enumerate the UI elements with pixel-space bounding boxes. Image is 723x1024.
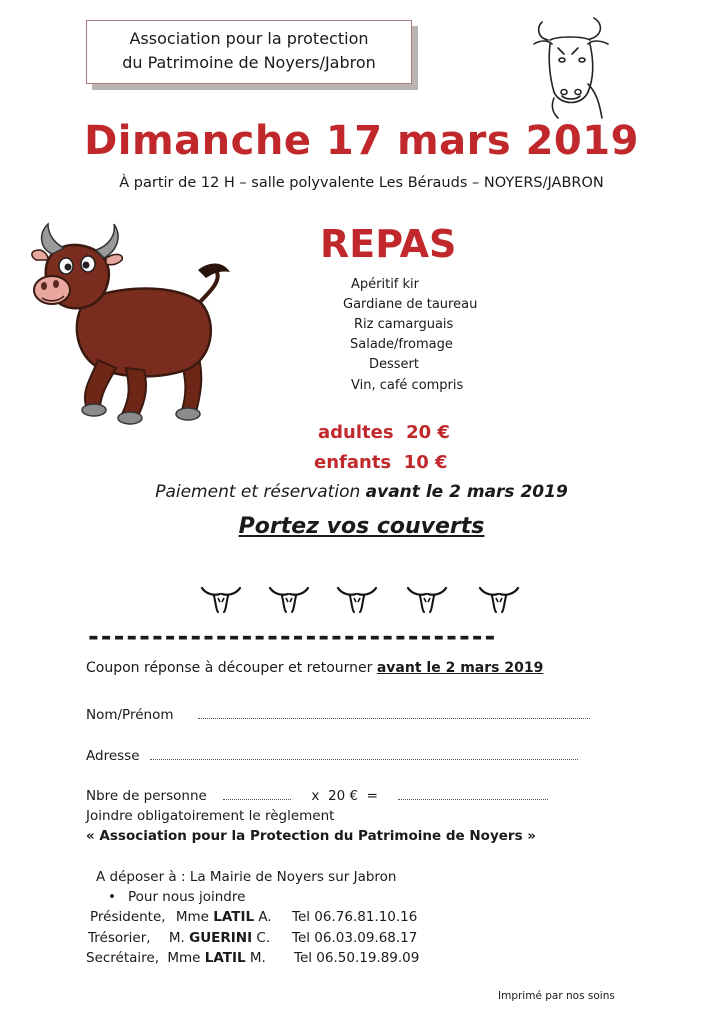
total-field[interactable] [398, 789, 548, 800]
meal-heading: REPAS [320, 222, 457, 266]
bull-horns-icon-row [196, 578, 536, 614]
address-label: Adresse [86, 748, 140, 764]
name-label: Nom/Prénom [86, 707, 174, 723]
payment-prefix: Paiement et réservation [155, 482, 366, 502]
menu-item-aperitif: Apéritif kir [351, 277, 420, 292]
payment-requirement: Joindre obligatoirement le règlement [86, 808, 335, 824]
event-date-title: Dimanche 17 mars 2019 [84, 118, 639, 164]
join-bullet [108, 889, 245, 905]
coupon-deadline: avant le 2 mars 2019 [376, 660, 544, 676]
contact-name: GUERINI [189, 930, 253, 946]
cut-line-separator: -------------------------------- [88, 622, 498, 652]
contact-phone: Tel 06.76.81.10.16 [292, 909, 418, 925]
contact-secretary [86, 950, 420, 966]
address-field[interactable] [150, 749, 578, 760]
event-location: À partir de 12 H – salle polyvalente Les Bérauds – NOYERS/JABRON [119, 175, 604, 191]
join-text: Pour nous joindre [127, 889, 246, 905]
coupon-intro [86, 660, 543, 676]
bring-cutlery-note: Portez vos couverts [238, 514, 485, 539]
contact-name-suffix: C. [252, 930, 271, 946]
menu-item-dessert: Dessert [369, 357, 419, 372]
contact-treasurer [88, 930, 418, 946]
printed-by-note: Imprimé par nos soins [498, 990, 615, 1002]
contact-name-suffix: M. [245, 950, 266, 966]
association-line-1: Association pour la protection [129, 29, 369, 48]
bullet-icon: • [108, 889, 116, 905]
association-box [86, 20, 412, 84]
contact-role: Présidente, [90, 909, 166, 925]
contact-role: Secrétaire, [86, 950, 160, 966]
contact-role: Trésorier, [88, 930, 151, 946]
cartoon-bull-icon [26, 220, 232, 430]
contact-phone: Tel 06.03.09.68.17 [292, 930, 418, 946]
persons-field[interactable] [223, 789, 291, 800]
contact-name: LATIL [204, 950, 246, 966]
price-multiplier: x 20 € = [311, 788, 378, 804]
menu-item-salade: Salade/fromage [350, 337, 453, 352]
coupon-intro-text: Coupon réponse à découper et retourner [86, 660, 377, 676]
association-line-2: du Patrimoine de Noyers/Jabron [122, 53, 376, 72]
contact-president [90, 909, 418, 925]
price-adults: adultes 20 € [318, 422, 450, 443]
payment-note [0, 482, 723, 502]
price-children: enfants 10 € [314, 452, 448, 473]
menu-item-riz: Riz camarguais [354, 317, 454, 332]
name-row [86, 707, 590, 723]
payment-deadline: avant le 2 mars 2019 [365, 482, 568, 502]
payee-name: « Association pour la Protection du Patrimoine de Noyers » [86, 828, 537, 844]
address-row [86, 748, 578, 764]
menu-item-gardiane: Gardiane de taureau [343, 297, 478, 312]
persons-row [86, 788, 548, 804]
name-field[interactable] [198, 708, 590, 719]
contact-name: LATIL [213, 909, 255, 925]
contact-phone: Tel 06.50.19.89.09 [294, 950, 420, 966]
menu-item-vin: Vin, café compris [351, 378, 464, 393]
contact-name-suffix: A. [254, 909, 272, 925]
contact-name-prefix: Mme [175, 909, 214, 925]
persons-label: Nbre de personne [86, 788, 207, 804]
contact-name-prefix: Mme [167, 950, 205, 966]
contact-name-prefix: M. [168, 930, 190, 946]
cow-head-sketch-icon [528, 14, 614, 120]
deposit-location: A déposer à : La Mairie de Noyers sur Jabron [96, 869, 397, 885]
